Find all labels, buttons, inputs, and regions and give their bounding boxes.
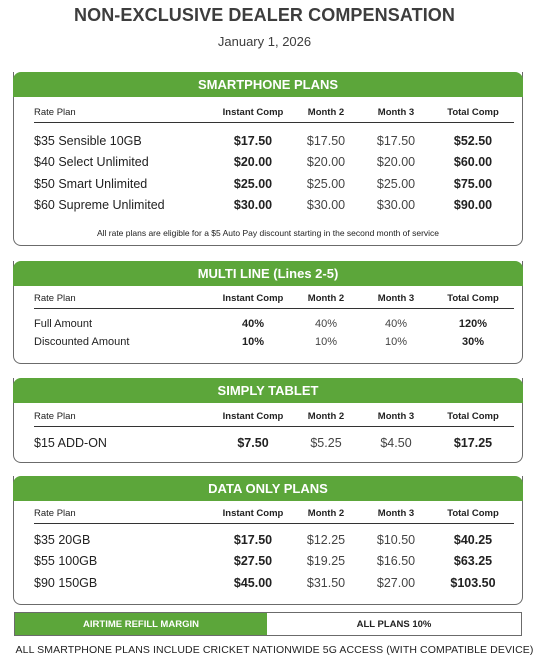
rate-plan-cell: Full Amount [34, 318, 93, 330]
col-header-month-2: Month 2 [307, 293, 345, 305]
total-comp-cell: $63.25 [453, 554, 493, 569]
rate-plan-cell: $50 Smart Unlimited [34, 176, 148, 191]
table-row [34, 173, 514, 195]
month-3-cell: $17.50 [376, 133, 416, 148]
total-comp-cell: 120% [458, 318, 488, 330]
month-2-cell: $17.50 [306, 133, 346, 148]
table-row [34, 130, 514, 152]
instant-comp-cell: $17.50 [233, 133, 273, 148]
rate-plan-cell: $15 ADD-ON [34, 435, 107, 450]
month-2-cell: $5.25 [310, 435, 342, 450]
airtime-refill-bar [14, 612, 522, 636]
col-header-month-2: Month 2 [307, 508, 345, 520]
col-header-total-comp: Total Comp [447, 508, 499, 520]
month-3-cell: $16.50 [376, 554, 416, 569]
rate-plan-cell: $60 Supreme Unlimited [34, 198, 165, 213]
month-2-cell: 40% [314, 318, 338, 330]
table-header-row [34, 104, 514, 122]
multi-line-table [34, 290, 514, 351]
airtime-refill-value: ALL PLANS 10% [267, 613, 521, 635]
col-header-rate-plan: Rate Plan [34, 411, 76, 423]
total-comp-cell: $52.50 [453, 133, 493, 148]
col-header-month-3: Month 3 [377, 293, 415, 305]
month-3-cell: $27.00 [376, 575, 416, 590]
instant-comp-cell: $17.50 [233, 532, 273, 547]
instant-comp-cell: $30.00 [233, 198, 273, 213]
total-comp-cell: $17.25 [453, 435, 493, 450]
month-2-cell: $19.25 [306, 554, 346, 569]
col-header-month-3: Month 3 [377, 411, 415, 423]
month-2-cell: $12.25 [306, 532, 346, 547]
page-date: January 1, 2026 [217, 34, 312, 49]
instant-comp-cell: $45.00 [233, 575, 273, 590]
multi-line-section [13, 261, 523, 364]
col-header-total-comp: Total Comp [447, 107, 499, 119]
month-2-cell: $30.00 [306, 198, 346, 213]
rate-plan-cell: $90 150GB [34, 575, 98, 590]
col-header-instant-comp: Instant Comp [222, 293, 284, 305]
rate-plan-cell: $35 20GB [34, 532, 91, 547]
table-row [34, 551, 514, 573]
total-comp-cell: $103.50 [450, 575, 496, 590]
month-2-cell: $25.00 [306, 176, 346, 191]
col-header-total-comp: Total Comp [447, 293, 499, 305]
multi-line-title: MULTI LINE (Lines 2-5) [13, 261, 523, 286]
month-3-cell: $30.00 [376, 198, 416, 213]
table-row [34, 333, 514, 351]
col-header-total-comp: Total Comp [447, 411, 499, 423]
table-header-row [34, 290, 514, 308]
table-row [34, 432, 514, 454]
simply-tablet-title: SIMPLY TABLET [13, 378, 523, 403]
col-header-instant-comp: Instant Comp [222, 508, 284, 520]
month-3-cell: 10% [384, 336, 408, 348]
rate-plan-cell: $55 100GB [34, 554, 98, 569]
auto-pay-note: All rate plans are eligible for a $5 Auto Pay discount starting in the second month of service [96, 228, 440, 238]
table-row [34, 529, 514, 551]
simply-tablet-section [13, 378, 523, 463]
rate-plan-cell: $40 Select Unlimited [34, 155, 149, 170]
col-header-month-2: Month 2 [307, 107, 345, 119]
instant-comp-cell: $27.50 [233, 554, 273, 569]
table-row [34, 152, 514, 174]
smartphone-plans-title: SMARTPHONE PLANS [13, 72, 523, 97]
table-header-row [34, 505, 514, 523]
col-header-month-3: Month 3 [377, 508, 415, 520]
col-header-month-3: Month 3 [377, 107, 415, 119]
smartphone-plans-table [34, 104, 514, 216]
data-only-plans-title: DATA ONLY PLANS [13, 476, 523, 501]
data-only-plans-section [13, 476, 523, 605]
col-header-rate-plan: Rate Plan [34, 508, 76, 520]
col-header-month-2: Month 2 [307, 411, 345, 423]
rate-plan-cell: $35 Sensible 10GB [34, 133, 142, 148]
table-row [34, 315, 514, 333]
table-row [34, 195, 514, 217]
table-row [34, 572, 514, 594]
month-3-cell: $10.50 [376, 532, 416, 547]
total-comp-cell: $40.25 [453, 532, 493, 547]
month-2-cell: 10% [314, 336, 338, 348]
data-only-plans-table [34, 505, 514, 594]
instant-comp-cell: $20.00 [233, 155, 273, 170]
instant-comp-cell: $7.50 [237, 435, 269, 450]
total-comp-cell: $60.00 [453, 155, 493, 170]
col-header-instant-comp: Instant Comp [222, 107, 284, 119]
simply-tablet-table [34, 408, 514, 454]
page-title: NON-EXCLUSIVE DEALER COMPENSATION [74, 5, 455, 25]
month-2-cell: $20.00 [306, 155, 346, 170]
month-3-cell: 40% [384, 318, 408, 330]
rate-plan-cell: Discounted Amount [34, 336, 130, 348]
table-header-row [34, 408, 514, 426]
month-2-cell: $31.50 [306, 575, 346, 590]
month-3-cell: $4.50 [380, 435, 412, 450]
col-header-rate-plan: Rate Plan [34, 293, 76, 305]
total-comp-cell: $75.00 [453, 176, 493, 191]
airtime-refill-label: AIRTIME REFILL MARGIN [15, 613, 267, 635]
col-header-rate-plan: Rate Plan [34, 107, 76, 119]
footer-note: ALL SMARTPHONE PLANS INCLUDE CRICKET NATIONWIDE 5G ACCESS (WITH COMPATIBLE DEVICE) [15, 644, 534, 656]
total-comp-cell: 30% [461, 336, 485, 348]
month-3-cell: $25.00 [376, 176, 416, 191]
instant-comp-cell: $25.00 [233, 176, 273, 191]
month-3-cell: $20.00 [376, 155, 416, 170]
smartphone-plans-section [13, 72, 523, 246]
total-comp-cell: $90.00 [453, 198, 493, 213]
instant-comp-cell: 40% [241, 318, 265, 330]
instant-comp-cell: 10% [241, 336, 265, 348]
col-header-instant-comp: Instant Comp [222, 411, 284, 423]
